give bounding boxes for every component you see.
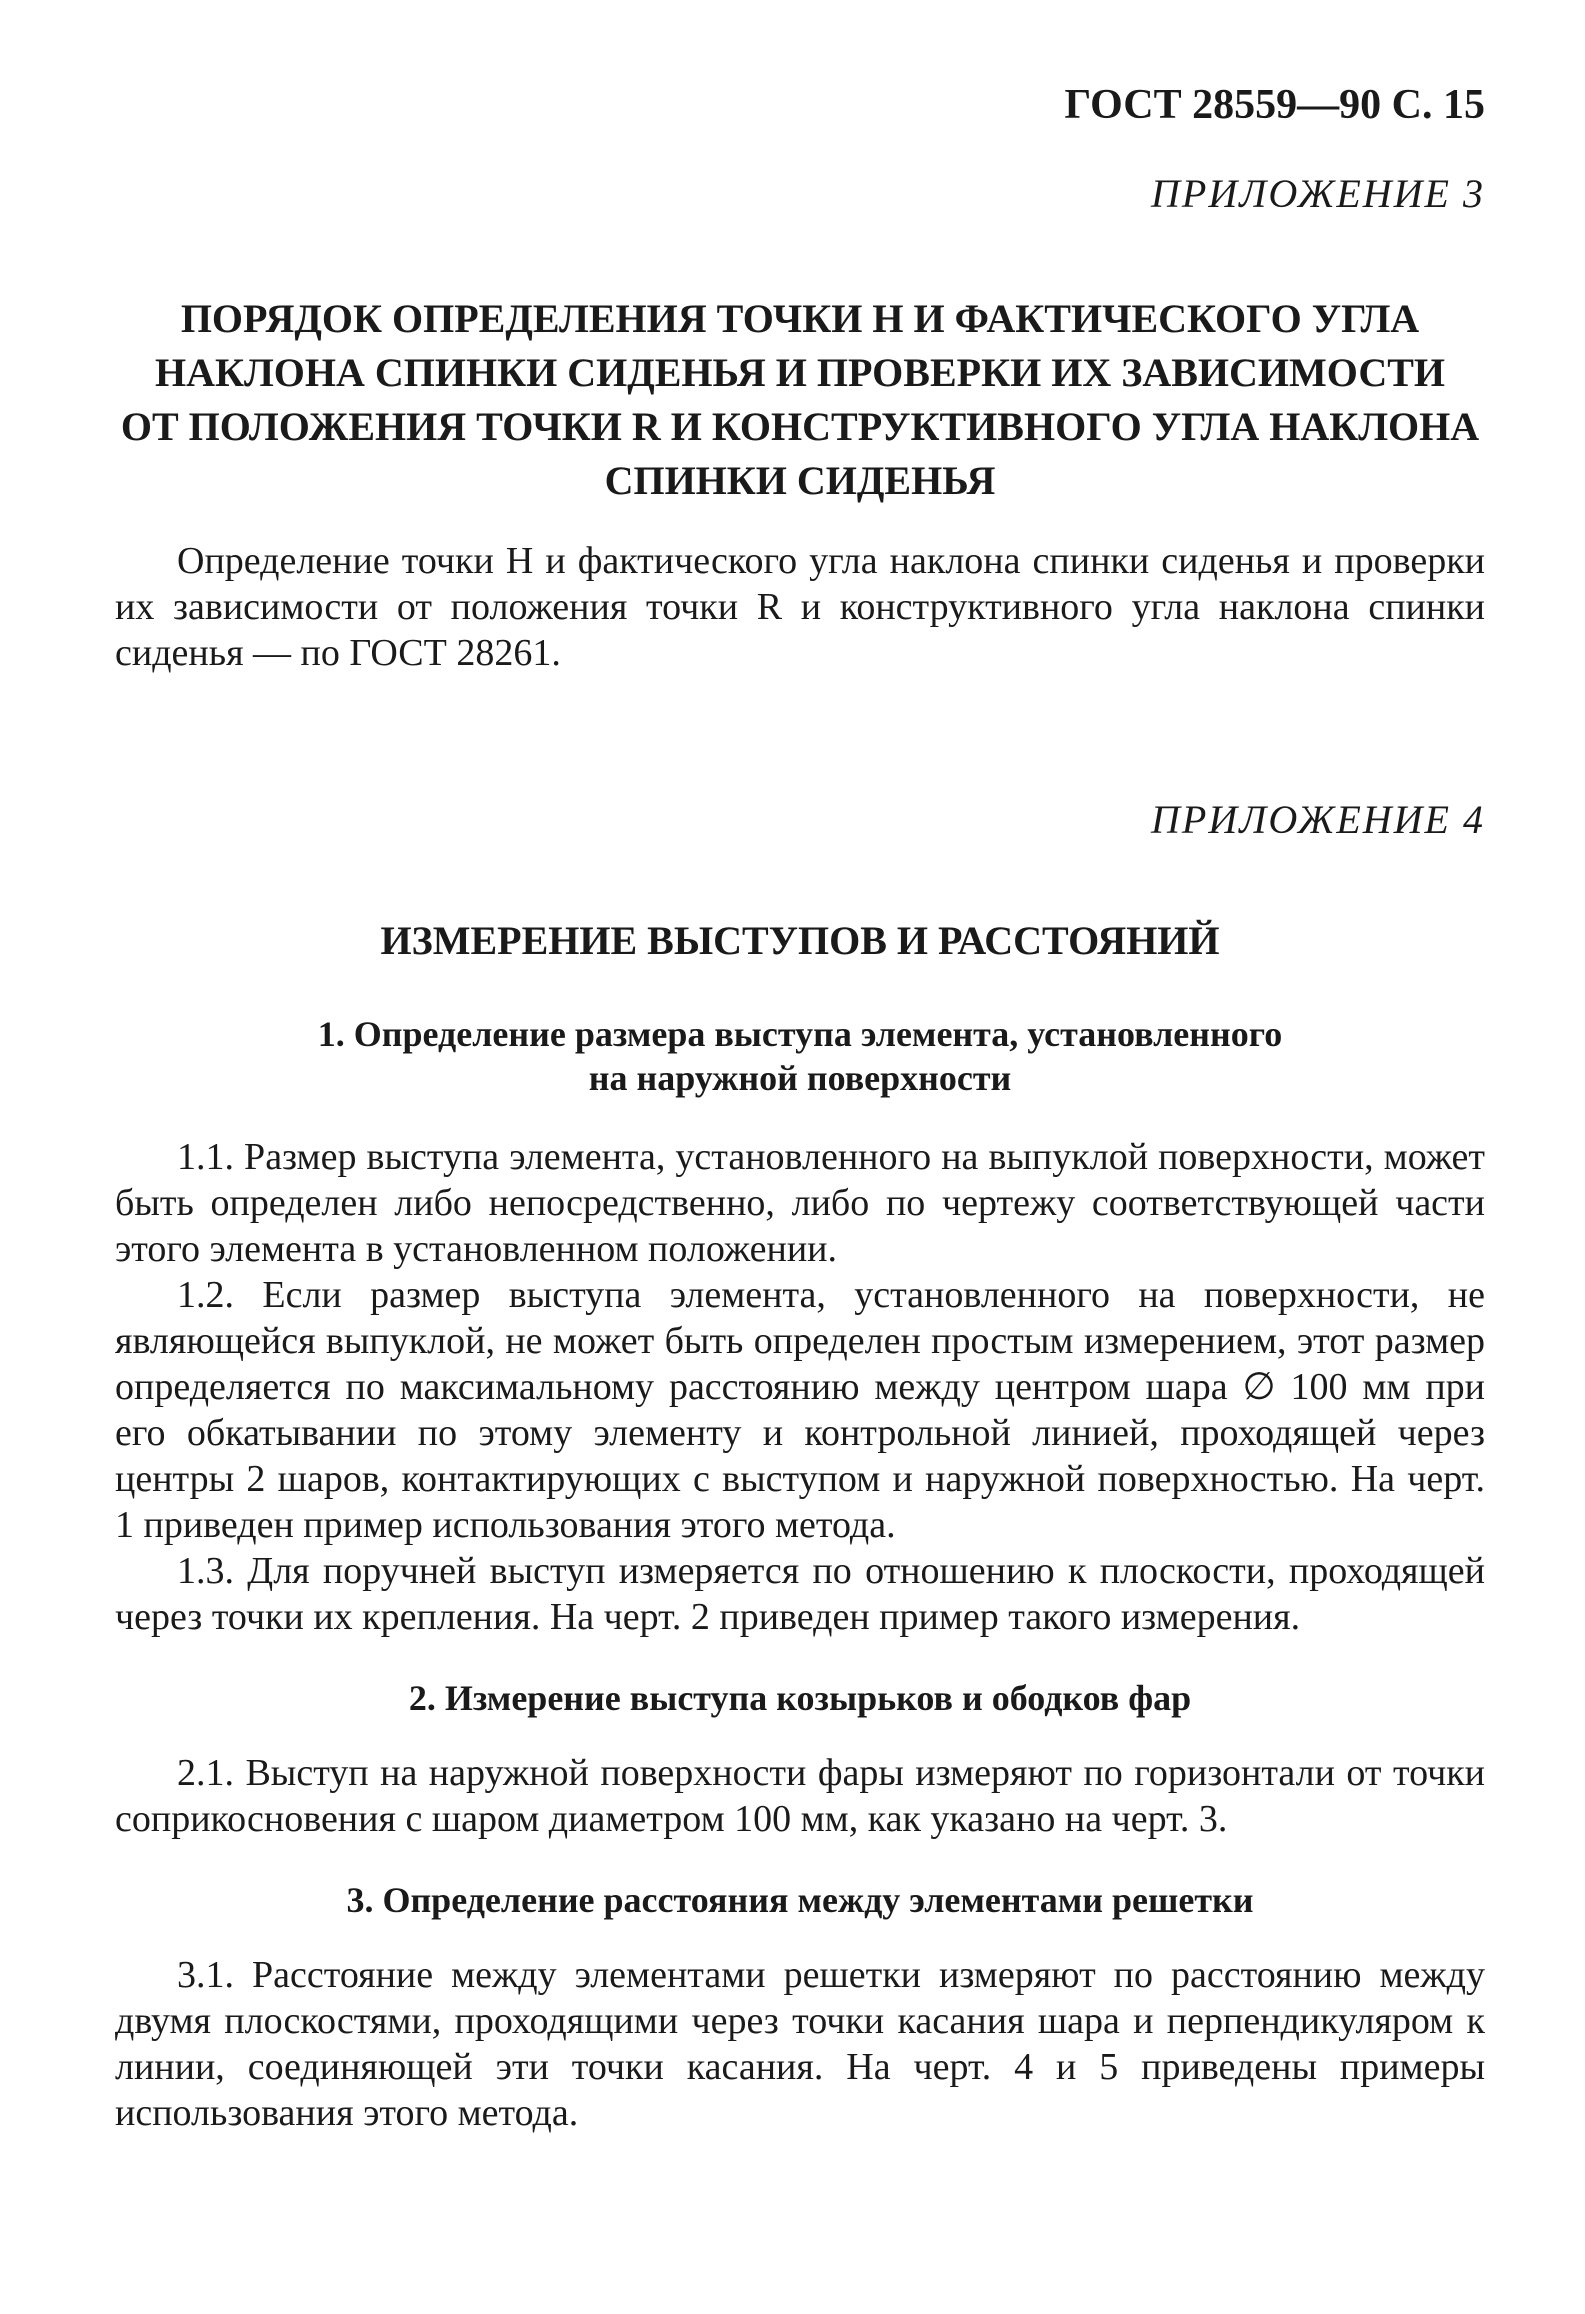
appendix-3-title	[115, 292, 1485, 508]
section-2-heading: 2. Измерение выступа козырьков и ободков фар	[408, 1678, 1192, 1718]
appendix-3-title-line: СПИНКИ СИДЕНЬЯ	[604, 458, 996, 503]
page-header-code: ГОСТ 28559—90 С. 15	[1064, 82, 1485, 128]
paragraph-1-3: 1.3. Для поручней выступ измеряется по отношению к плоскости, проходящей через точки их крепления. На черт. 2 приведен пример такого измерения.	[115, 1550, 1485, 1638]
paragraph-2-1: 2.1. Выступ на наружной поверхности фары измеряют по горизонтали от точки соприкосновения с шаром диаметром 100 мм, как указано на черт. 3.	[115, 1752, 1485, 1840]
section-1-heading-line: на наружной поверхности	[588, 1058, 1012, 1098]
document-page	[115, 80, 1485, 2136]
appendix-3-title-line: ОТ ПОЛОЖЕНИЯ ТОЧКИ R И КОНСТРУКТИВНОГО УГЛА НАКЛОНА	[120, 404, 1480, 449]
section-3-heading: 3. Определение расстояния между элементами решетки	[346, 1880, 1254, 1920]
appendix-3-paragraph: Определение точки H и фактического угла наклона спинки сиденья и проверки их зависимости от положения точки R и конструктивного угла наклона спинки сиденья — по ГОСТ 28261.	[115, 540, 1485, 674]
paragraph-1-2: 1.2. Если размер выступа элемента, установленного на поверхности, не являющейся выпуклой, не может быть определен простым измерением, этот размер определяется по максимальному расстоянию между центром шара ∅ 100 мм при его обкатывании по этому элементу и контрольной линией, проходящей через центры 2 шаров, контактирующих с выступом и наружной поверхностью. На черт. 1 приведен пример использования этого метода.	[115, 1274, 1485, 1546]
appendix-4-title: ИЗМЕРЕНИЕ ВЫСТУПОВ И РАССТОЯНИЙ	[380, 918, 1220, 963]
appendix-3-title-line: НАКЛОНА СПИНКИ СИДЕНЬЯ И ПРОВЕРКИ ИХ ЗАВИСИМОСТИ	[154, 350, 1446, 395]
appendix-3-title-line: ПОРЯДОК ОПРЕДЕЛЕНИЯ ТОЧКИ H И ФАКТИЧЕСКОГО УГЛА	[180, 296, 1420, 341]
section-1-heading-line: 1. Определение размера выступа элемента, установленного	[317, 1014, 1283, 1054]
paragraph-1-1: 1.1. Размер выступа элемента, установленного на выпуклой поверхности, может быть определен либо непосредственно, либо по чертежу соответствующей части этого элемента в установленном положении.	[115, 1136, 1485, 1270]
appendix-4-label: ПРИЛОЖЕНИЕ 4	[1151, 797, 1485, 842]
section-1-heading	[115, 1012, 1485, 1100]
appendix-3-label: ПРИЛОЖЕНИЕ 3	[1151, 171, 1485, 216]
paragraph-3-1: 3.1. Расстояние между элементами решетки измеряют по расстоянию между двумя плоскостями, проходящими через точки касания шара и перпендикуляром к линии, соединяющей эти точки касания. На черт. 4 и 5 приведены примеры использования этого метода.	[115, 1954, 1485, 2134]
